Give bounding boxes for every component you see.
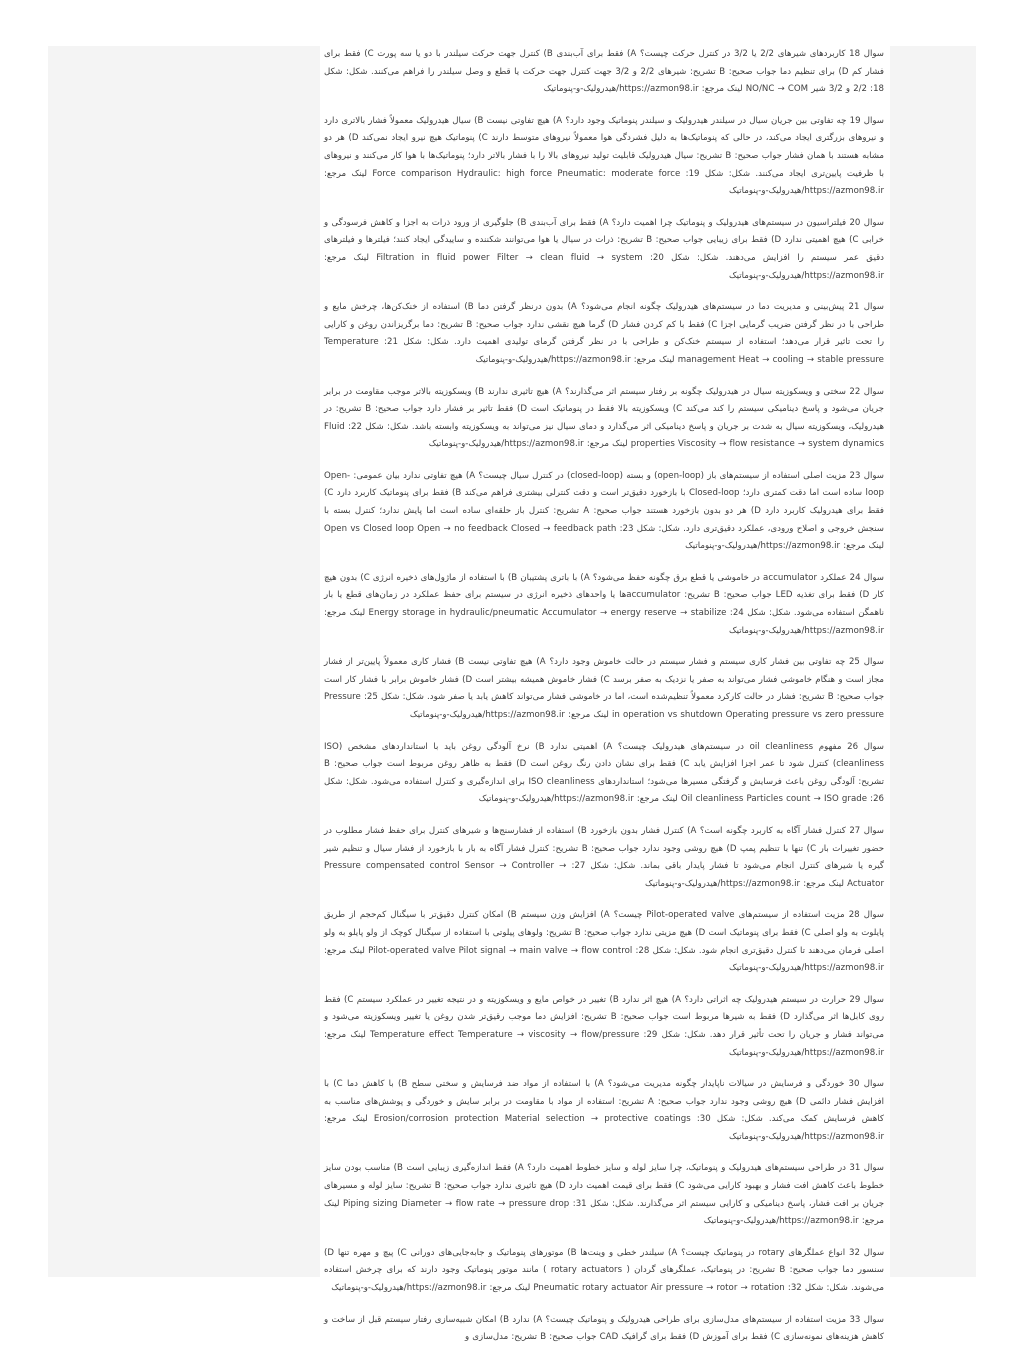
qa-block-29: سوال 29 حرارت در سیستم هیدرولیک چه اثراتی دارد؟ A) هیچ اثر ندارد B) تغییر در خواص مایع و ویسکوزیته و در نتیجه تغییر در عملکرد سیستم C) فقط روی کابل‌ها اثر می‌گذارد D) فقط به شیرها مربوط است جواب صحیح: B تشریح: افزایش دما موجب رقیق‌تر شدن روغن یا تغییر ویسکوزیته می‌شود و می‌تواند فشار و جریان را تحت تأثیر قرار دهد. شکل: شکل 29: Temperature effect Temperature → viscosity → flow/pressure لینک مرجع: https://azmon98.ir/هیدرولیک-و-پنوماتیک — [324, 994, 885, 1058]
qa-block-23: سوال 23 مزیت اصلی استفاده از سیستم‌های باز (open-loop) و بسته (closed-loop) در کنترل سیال چیست؟ A) هیچ تفاوتی ندارد بیان عمومی: Open-loop ساده است اما دقت کمتری دارد؛ Closed-loop با بازخورد دقیق‌تر است و دقت کنترلی بیشتری فراهم می‌کند B) فقط برای پنوماتیک کاربرد دارد C) فقط برای هیدرولیک کاربرد دارد D) هر دو بدون بازخورد هستند جواب صحیح: A تشریح: کنترل باز حلقه‌ای ساده است اما پایش ندارد؛ کنترل بسته با سنجش خروجی و اصلاح ورودی، عملکرد دقیق‌تری دارد. شکل: شکل 23: Open vs Closed loop Open → no feedback Closed → feedback path لینک مرجع: https://azmon98.ir/هیدرولیک-و-پنوماتیک — [324, 470, 885, 552]
qa-block-18: سوال 18 کاربردهای شیرهای 2/2 یا 3/2 در کنترل حرکت چیست؟ A) فقط برای آب‌بندی B) کنترل جهت حرکت سیلندر با دو یا سه پورت C) فقط برای فشار کم D) برای تنظیم دما جواب صحیح: B تشریح: شیرهای 2/2 و 3/2 جهت کنترل جهت حرکت یا قطع و وصل سیلندر را فراهم می‌کنند. شکل: شکل 18: 2/2 و 3/2 شیر NO/NC → COM لینک مرجع: https://azmon98.ir/هیدرولیک-و-پنوماتیک — [324, 49, 884, 95]
qa-block-33: سوال 33 مزیت استفاده از سیستم‌های مدل‌سازی برای طراحی هیدرولیک و پنوماتیک چیست؟ A) ندارد B) امکان شبیه‌سازی رفتار سیستم قبل از ساخت و کاهش هزینه‌های نمونه‌سازی C) فقط برای آموزش D) فقط برای گرافیک CAD جواب صحیح: B تشریح: مدل‌سازی و — [324, 1314, 884, 1343]
qa-block-27: سوال 27 کنترل فشار آگاه به کاربرد چگونه است؟ A) کنترل فشار بدون بازخورد B) استفاده از فشارسنج‌ها و شیرهای کنترل برای حفظ فشار مطلوب در حضور تغییرات بار C) تنها با تنظیم پمپ D) هیچ روشی وجود ندارد جواب صحیح: B تشریح: کنترل فشار آگاه به بار با بازخورد از فشار سیال و تنظیم شیر گیره یا شیرهای کنترل انجام می‌شود تا فشار پایدار باقی بماند. شکل: شکل 27: Pressure compensated control Sensor → Controller → Actuator لینک مرجع: https://azmon98.ir/هیدرولیک-و-پنوماتیک — [324, 825, 885, 889]
qa-block-25: سوال 25 چه تفاوتی بین فشار کاری سیستم و فشار سیستم در حالت خاموش وجود دارد؟ A) هیچ تفاوتی نیست B) فشار کاری معمولاً پایین‌تر از فشار مجاز است و هنگام خاموشی فشار می‌تواند به صفر یا نزدیک به صفر برسد C) فشار خاموش همیشه بیشتر است D) فشار خاموش برابر با فشار کار است جواب صحیح: B تشریح: فشار در حالت کارکرد معمولاً تنظیم‌شده است، اما در خاموشی فشار می‌تواند کاهش یابد یا صفر شود. شکل: شکل 25: Pressure in operation vs shutdown Operating pressure vs zero pressure لینک مرجع: https://azmon98.ir/هیدرولیک-و-پنوماتیک — [324, 657, 885, 720]
qa-block-32: سوال 32 انواع عملگرهای rotary در پنوماتیک چیست؟ A) سیلندر خطی و وینت‌ها B) موتورهای پنوماتیک و جابه‌جایی‌های دورانی C) پیچ و مهره تنها D) سنسور دما جواب صحیح: B تشریح: در پنوماتیک، عملگرهای گردان ( rotary actuators ) مانند موتور پنوماتیک وجود دارند که برای چرخش استفاده می‌شوند. شکل: شکل 32: Pneumatic rotary actuator Air pressure → rotor → rotation لینک مرجع: https://azmon98.ir/هیدرولیک-و-پنوماتیک — [324, 1247, 885, 1294]
qa-block-20: سوال 20 فیلتراسیون در سیستم‌های هیدرولیک و پنوماتیک چرا اهمیت دارد؟ A) فقط برای آب‌بندی B) جلوگیری از ورود ذرات به اجزا و کاهش فرسودگی و خرابی C) هیچ اهمیتی ندارد D) فقط برای زیبایی جواب صحیح: B تشریح: ذرات در سیال یا هوا می‌توانند شکننده و ساییدگی ایجاد کنند؛ فیلترها و فیلترهای دقیق عمر سیستم را افزایش می‌دهند. شکل: شکل 20: Filtration in fluid power Filter → clean fluid → system لینک مرجع: https://azmon98.ir/هیدرولیک-و-پنوماتیک — [324, 217, 884, 281]
qa-block-24: سوال 24 عملکرد accumulator در خاموشی یا قطع برق چگونه حفظ می‌شود؟ A) با باتری پشتیبان B) با استفاده از ماژول‌های ذخیره انرژی C) بدون هیچ کار D) فقط برای تغذیه LED جواب صحیح: B تشریح: accumulatorها یا واحدهای ذخیره انرژی در سیستم برای حفظ عملکرد در زمان‌های قطع یا بار ناهمگن استفاده می‌شود. شکل: شکل 24: Energy storage in hydraulic/pneumatic Accumulator → energy reserve → stabilize لینک مرجع: https://azmon98.ir/هیدرولیک-و-پنوماتیک — [324, 572, 885, 636]
document-page — [320, 46, 890, 1343]
qa-block-19: سوال 19 چه تفاوتی بین جریان سیال در سیلندر هیدرولیک و سیلندر پنوماتیک وجود دارد؟ A) هیچ تفاوتی نیست B) سیال هیدرولیک معمولاً فشار بالاتری دارد و نیروهای بزرگتری ایجاد می‌کند، در حالی که پنوماتیک‌ها به دلیل فشردگی هوا معمولاً نیروهای متوسط دارند C) پنوماتیک هیچ نیرو ایجاد نمی‌کند D) هر دو مشابه هستند با همان فشار جواب صحیح: B تشریح: سیال هیدرولیک قابلیت تولید نیروهای بالا را با فشار بالاتر دارد؛ پنوماتیک‌ها با هوا کار می‌کنند و نیروهای با ظرفیت پایین‌تری ایجاد می‌کنند. شکل: شکل 19: Force comparison Hydraulic: high force Pneumatic: moderate force لینک مرجع: https://azmon98.ir/هیدرولیک-و-پنوماتیک — [324, 115, 885, 197]
document-text-body — [320, 46, 890, 1361]
qa-block-30: سوال 30 خوردگی و فرسایش در سیالات ناپایدار چگونه مدیریت می‌شود؟ A) با استفاده از مواد ضد فرسایش و سختی سطح B) با کاهش دما C) با افزایش فشار دائمی D) هیچ روشی وجود ندارد جواب صحیح: A تشریح: استفاده از مواد با مقاومت در برابر سایش و خوردگی و پوشش‌های مناسب به کاهش فرسایش کمک می‌کند. شکل: شکل 30: Erosion/corrosion protection Material selection → protective coatings لینک مرجع: https://azmon98.ir/هیدرولیک-و-پنوماتیک — [324, 1079, 884, 1142]
qa-block-31: سوال 31 در طراحی سیستم‌های هیدرولیک و پنوماتیک، چرا سایز لوله و سایز خطوط اهمیت دارد؟ A) فقط اندازه‌گیری زیبایی است B) مناسب بودن سایز خطوط باعث کاهش افت فشار و بهبود کارایی می‌شود C) فقط برای قیمت اهمیت دارد D) هیچ تاثیری ندارد جواب صحیح: B تشریح: سایز لوله و مسیرهای جریان بر افت فشار، پاسخ دینامیکی و کارایی سیستم اثر می‌گذارند. شکل: شکل 31: Piping sizing Diameter → flow rate → pressure drop لینک مرجع: https://azmon98.ir/هیدرولیک-و-پنوماتیک — [324, 1163, 885, 1227]
qa-block-21: سوال 21 پیش‌بینی و مدیریت دما در سیستم‌های هیدرولیک چگونه انجام می‌شود؟ A) بدون درنظر گرفتن دما B) استفاده از خنک‌کن‌ها، چرخش مایع و طراحی با در نظر گرفتن ضریب گرمایی اجزا C) فقط با کم کردن فشار D) گرما هیچ نقشی ندارد جواب صحیح: B تشریح: دما برگریزاندن روغن و کارایی را تحت تاثیر قرار می‌دهد؛ استفاده از سیستم خنک‌کن و طراحی با در نظر گرفتن گرمای تولیدی اهمیت دارد. شکل: شکل 21: Temperature management Heat → cooling → stable pressure لینک مرجع: https://azmon98.ir/هیدرولیک-و-پنوماتیک — [324, 302, 885, 365]
qa-block-28: سوال 28 مزیت استفاده از سیستم‌های Pilot-operated valve چیست؟ A) افزایش وزن سیستم B) امکان کنترل دقیق‌تر با سیگنال کم‌حجم از طریق پایلوت به ولو اصلی C) فقط برای پنوماتیک است D) هیچ مزیتی ندارد جواب صحیح: B تشریح: ولوهای پیلوتی با استفاده از سیگنال کوچک از ولو پایلو به ولو اصلی فرمان می‌دهند تا کنترل دقیق‌تری انجام شود. شکل: شکل 28: Pilot-operated valve Pilot signal → main valve → flow control لینک مرجع: https://azmon98.ir/هیدرولیک-و-پنوماتیک — [324, 910, 884, 974]
qa-block-26: سوال 26 مفهوم oil cleanliness در سیستم‌های هیدرولیک چیست؟ A) اهمیتی ندارد B) نرخ آلودگی روغن باید با استانداردهای مشخص (ISO cleanliness) کنترل شود تا عمر اجزا افزایش یابد C) فقط برای نشان دادن رنگ روغن است D) فقط به ظاهر روغن مربوط است جواب صحیح: B تشریح: آلودگی روغن باعث فرسایش و گرفتگی مسیرها می‌شود؛ استانداردهای ISO cleanliness برای اندازه‌گیری و کنترل استفاده می‌شود. شکل: شکل 26: Oil cleanliness Particles count → ISO grade لینک مرجع: https://azmon98.ir/هیدرولیک-و-پنوماتیک — [324, 741, 885, 805]
qa-block-22: سوال 22 سختی و ویسکوزیته سیال در هیدرولیک چگونه بر رفتار سیستم اثر می‌گذارند؟ A) هیچ تاثیری ندارند B) ویسکوزیته بالاتر موجب مقاومت در برابر جریان می‌شود و پاسخ دینامیکی سیستم را کند می‌کند C) ویسکوزیته بالا فقط در پنوماتیک است D) فقط تاثیر بر فشار دارد جواب صحیح: B تشریح: در هیدرولیک، ویسکوزیته سیال به شدت بر جریان و پاسخ دینامیکی اثر می‌گذارد و دمای سیال نیز می‌تواند به ویسکوزیته وابسته باشد. شکل: شکل 22: Fluid properties Viscosity → flow resistance → system dynamics لینک مرجع: https://azmon98.ir/هیدرولیک-و-پنوماتیک — [324, 386, 885, 450]
